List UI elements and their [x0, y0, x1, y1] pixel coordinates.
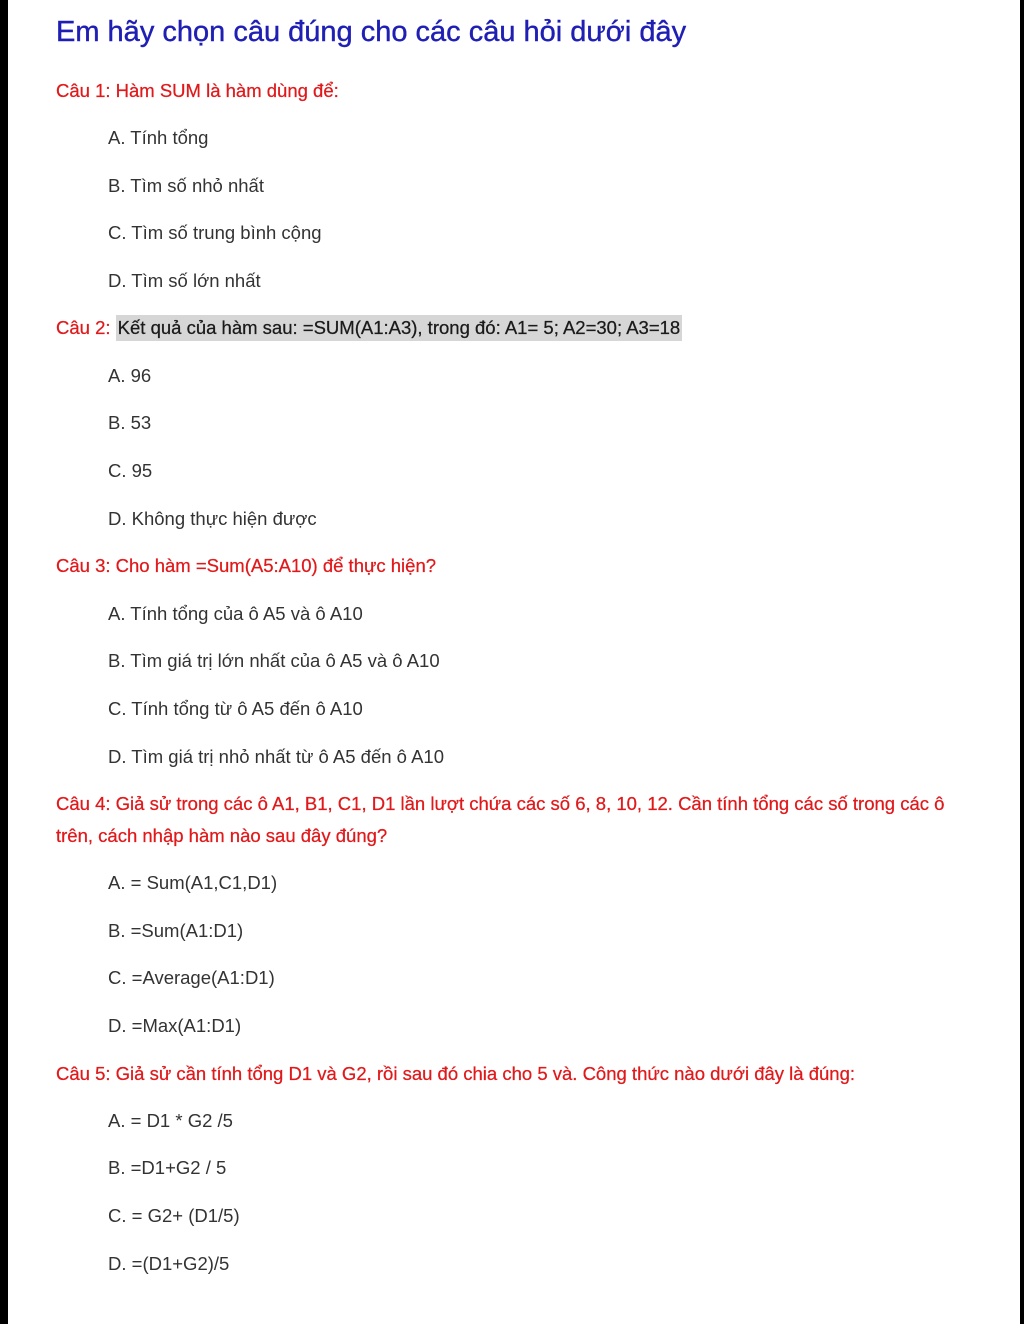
question-1-option-c: C. Tìm số trung bình cộng — [108, 222, 322, 243]
question-2-option-d: D. Không thực hiện được — [108, 508, 317, 529]
question-2 — [56, 312, 682, 344]
question-5-option-d: D. =(D1+G2)/5 — [108, 1253, 230, 1274]
question-3-option-b: B. Tìm giá trị lớn nhất của ô A5 và ô A10 — [108, 650, 440, 671]
question-3: Câu 3: Cho hàm =Sum(A5:A10) để thực hiện? — [56, 555, 437, 576]
question-2-number: Câu 2: — [56, 317, 116, 338]
question-4-option-c: C. =Average(A1:D1) — [108, 967, 275, 988]
question-4-option-a: A. = Sum(A1,C1,D1) — [108, 872, 278, 893]
question-5-option-c: C. = G2+ (D1/5) — [108, 1205, 240, 1226]
question-3-option-c: C. Tính tổng từ ô A5 đến ô A10 — [108, 698, 363, 719]
question-4: Câu 4: Giả sử trong các ô A1, B1, C1, D1 lần lượt chứa các số 6, 8, 10, 12. Cần tính tổng các số trong các ô trên, cách nhập hàm nào sau đây đúng? — [56, 793, 945, 846]
question-2-option-b: B. 53 — [108, 412, 152, 433]
question-4-option-b: B. =Sum(A1:D1) — [108, 920, 244, 941]
question-3-option-d: D. Tìm giá trị nhỏ nhất từ ô A5 đến ô A10 — [108, 746, 444, 767]
question-1-option-d: D. Tìm số lớn nhất — [108, 270, 261, 291]
question-2-highlighted-text: Kết quả của hàm sau: =SUM(A1:A3), trong đó: A1= 5; A2=30; A3=18 — [116, 315, 683, 341]
question-2-option-a: A. 96 — [108, 365, 152, 386]
question-2-option-c: C. 95 — [108, 460, 153, 481]
page-title: Em hãy chọn câu đúng cho các câu hỏi dưới đây — [56, 16, 687, 48]
question-5-option-b: B. =D1+G2 / 5 — [108, 1157, 227, 1178]
question-5-option-a: A. = D1 * G2 /5 — [108, 1110, 233, 1131]
question-3-option-a: A. Tính tổng của ô A5 và ô A10 — [108, 603, 363, 624]
question-1-option-a: A. Tính tổng — [108, 127, 209, 148]
question-4-option-d: D. =Max(A1:D1) — [108, 1015, 242, 1036]
document-page — [8, 0, 1020, 1324]
question-5: Câu 5: Giả sử cần tính tổng D1 và G2, rồi sau đó chia cho 5 và. Công thức nào dưới đây là đúng: — [56, 1063, 855, 1084]
question-1: Câu 1: Hàm SUM là hàm dùng để: — [56, 80, 339, 101]
question-1-option-b: B. Tìm số nhỏ nhất — [108, 175, 264, 196]
